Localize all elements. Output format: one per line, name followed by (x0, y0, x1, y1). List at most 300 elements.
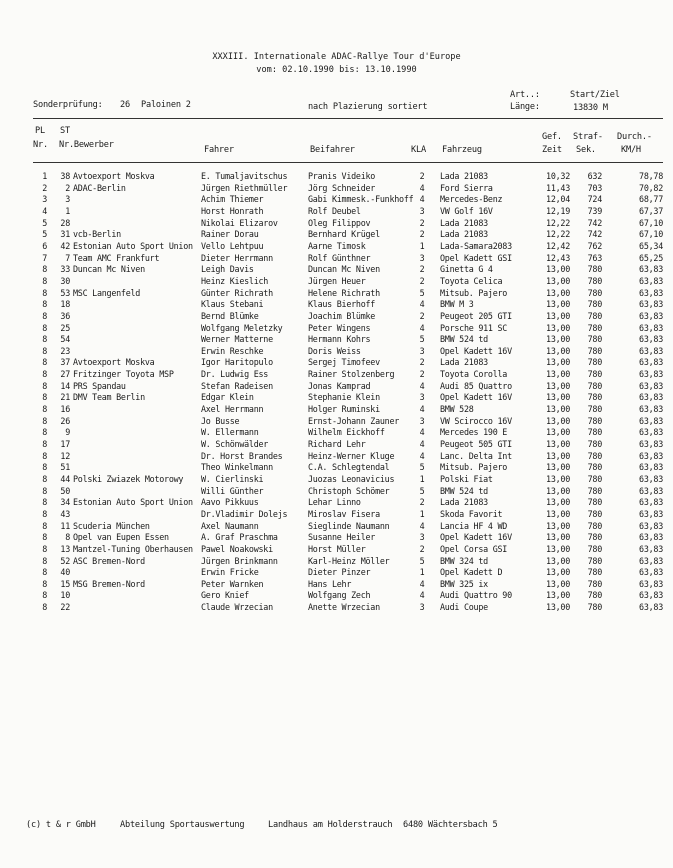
cell-place: 8 (42, 369, 47, 380)
cell-start-number: 15 (60, 578, 70, 589)
cell-place: 8 (42, 590, 47, 601)
cell-co-driver: Sergej Timofeev (308, 357, 380, 368)
cell-place: 8 (42, 485, 47, 496)
table-row (0, 509, 673, 520)
cell-penalty-seconds: 780 (587, 264, 602, 275)
cell-start-number: 36 (60, 310, 70, 321)
cell-time: 13,00 (546, 520, 570, 531)
cell-start-number: 34 (60, 497, 70, 508)
table-row (0, 299, 673, 310)
cell-driver: Horst Honrath (201, 205, 264, 216)
cell-penalty-seconds: 780 (587, 322, 602, 333)
cell-start-number: 44 (60, 473, 70, 484)
cell-place: 8 (42, 299, 47, 310)
cell-average-speed: 63,83 (639, 427, 663, 438)
cell-entrant: Opel van Eupen Essen (73, 532, 169, 543)
cell-vehicle: Lada 21083 (440, 357, 488, 368)
cell-class: 2 (419, 543, 425, 554)
cell-penalty-seconds: 742 (587, 217, 602, 228)
table-row (0, 567, 673, 578)
cell-time: 13,00 (546, 427, 570, 438)
cell-average-speed: 65,25 (639, 252, 663, 263)
cell-entrant: Duncan Mc Niven (73, 264, 145, 275)
cell-start-number: 7 (65, 252, 70, 263)
cell-place: 8 (42, 532, 47, 543)
cell-time: 13,00 (546, 532, 570, 543)
cell-co-driver: Doris Weiss (308, 345, 361, 356)
cell-driver: Vello Lehtpuu (201, 240, 264, 251)
cell-class: 2 (419, 275, 425, 286)
cell-start-number: 12 (60, 450, 70, 461)
cell-average-speed: 63,83 (639, 275, 663, 286)
cell-driver: W. Ellermann (201, 427, 259, 438)
table-row (0, 381, 673, 392)
cell-driver: W. Cierlinski (201, 473, 264, 484)
cell-penalty-seconds: 780 (587, 380, 602, 391)
cell-co-driver: Bernhard Krügel (308, 229, 380, 240)
cell-entrant: ASC Bremen-Nord (73, 555, 145, 566)
cell-time: 13,00 (546, 485, 570, 496)
col-bewerber: Nr.Bewerber (59, 140, 114, 150)
cell-average-speed: 63,83 (639, 590, 663, 601)
cell-co-driver: Joachim Blümke (308, 310, 376, 321)
cell-class: 5 (419, 485, 425, 496)
cell-start-number: 25 (60, 322, 70, 333)
cell-penalty-seconds: 780 (587, 462, 602, 473)
table-row (0, 206, 673, 217)
cell-penalty-seconds: 780 (587, 567, 602, 578)
cell-average-speed: 63,83 (639, 532, 663, 543)
cell-time: 13,00 (546, 380, 570, 391)
cell-co-driver: Holger Ruminski (308, 404, 380, 414)
cell-average-speed: 67,10 (639, 229, 663, 240)
cell-co-driver: Dieter Pinzer (308, 567, 371, 578)
footer-city: 6480 Wächtersbach 5 (403, 820, 498, 830)
cell-entrant: Fritzinger Toyota MSP (73, 369, 174, 380)
cell-start-number: 21 (60, 392, 70, 403)
table-row (0, 171, 673, 182)
cell-entrant: Polski Zwiazek Motorowy (73, 473, 184, 484)
cell-class: 1 (419, 473, 425, 484)
cell-driver: Jo Busse (201, 415, 240, 426)
cell-average-speed: 63,83 (639, 567, 663, 578)
cell-driver: Gero Knief (201, 590, 249, 601)
cell-driver: Aavo Pikkuus (201, 497, 259, 508)
table-row (0, 183, 673, 194)
cell-place: 8 (42, 578, 47, 589)
cell-average-speed: 63,83 (639, 299, 663, 310)
cell-start-number: 13 (60, 543, 70, 554)
col-fahrer: Fahrer (204, 145, 234, 155)
table-row (0, 288, 673, 299)
cell-place: 8 (42, 275, 47, 286)
cell-average-speed: 68,77 (639, 194, 663, 205)
cell-co-driver: Klaus Bierhoff (308, 299, 376, 310)
cell-start-number: 18 (60, 299, 70, 310)
art-value: Start/Ziel (570, 90, 620, 100)
cell-penalty-seconds: 780 (587, 578, 602, 589)
cell-penalty-seconds: 780 (587, 543, 602, 554)
cell-start-number: 42 (60, 240, 70, 251)
cell-vehicle: Audi Coupe (440, 602, 488, 612)
event-title: XXXIII. Internationale ADAC-Rallye Tour d'Europe (212, 52, 461, 62)
cell-vehicle: Lada 21083 (440, 171, 488, 181)
cell-time: 13,00 (546, 578, 570, 589)
cell-time: 13,00 (546, 345, 570, 356)
table-row (0, 357, 673, 368)
cell-time: 13,00 (546, 473, 570, 484)
cell-place: 8 (42, 404, 47, 414)
cell-vehicle: Opel Kadett 16V (440, 532, 512, 543)
cell-penalty-seconds: 780 (587, 299, 602, 310)
cell-co-driver: Duncan Mc Niven (308, 264, 380, 275)
cell-time: 13,00 (546, 404, 570, 414)
cell-start-number: 1 (65, 205, 70, 216)
cell-average-speed: 63,83 (639, 578, 663, 589)
cell-vehicle: Audi Quattro 90 (440, 590, 512, 601)
cell-co-driver: Helene Richrath (308, 287, 380, 298)
cell-place: 8 (42, 392, 47, 403)
cell-penalty-seconds: 632 (587, 171, 602, 181)
cell-average-speed: 63,83 (639, 345, 663, 356)
cell-time: 13,00 (546, 508, 570, 519)
cell-driver: Erwin Reschke (201, 345, 264, 356)
cell-co-driver: Pranis Videiko (308, 171, 376, 181)
table-row (0, 404, 673, 415)
cell-average-speed: 63,83 (639, 287, 663, 298)
cell-class: 4 (419, 590, 425, 601)
cell-class: 4 (419, 182, 425, 193)
col-zeit-1: Gef. (542, 132, 562, 142)
cell-vehicle: Mercedes-Benz (440, 194, 503, 205)
cell-vehicle: VW Scirocco 16V (440, 415, 512, 426)
cell-vehicle: BMW 325 ix (440, 578, 488, 589)
cell-co-driver: Ernst-Johann Zauner (308, 415, 400, 426)
cell-penalty-seconds: 763 (587, 252, 602, 263)
table-row (0, 474, 673, 485)
cell-class: 4 (419, 438, 425, 449)
cell-penalty-seconds: 703 (587, 182, 602, 193)
cell-penalty-seconds: 742 (587, 229, 602, 240)
cell-average-speed: 63,83 (639, 264, 663, 275)
event-dates: vom: 02.10.1990 bis: 13.10.1990 (256, 65, 417, 75)
cell-penalty-seconds: 780 (587, 532, 602, 543)
cell-time: 12,22 (546, 229, 570, 240)
cell-vehicle: BMW 528 (440, 404, 474, 414)
cell-driver: Theo Winkelmann (201, 462, 273, 473)
cell-place: 5 (42, 229, 47, 240)
cell-co-driver: Jonas Kamprad (308, 380, 371, 391)
cell-driver: A. Graf Praschma (201, 532, 278, 543)
cell-driver: Wolfgang Meletzky (201, 322, 283, 333)
cell-driver: W. Schönwälder (201, 438, 269, 449)
cell-penalty-seconds: 780 (587, 415, 602, 426)
cell-entrant: Estonian Auto Sport Union (73, 497, 193, 508)
table-row (0, 311, 673, 322)
table-row (0, 462, 673, 473)
table-row (0, 334, 673, 345)
cell-penalty-seconds: 780 (587, 427, 602, 438)
cell-driver: Erwin Fricke (201, 567, 259, 578)
cell-time: 13,00 (546, 543, 570, 554)
cell-time: 13,00 (546, 462, 570, 473)
cell-penalty-seconds: 780 (587, 438, 602, 449)
cell-vehicle: Lada-Samara2083 (440, 240, 512, 251)
cell-place: 6 (42, 240, 47, 251)
cell-class: 1 (419, 240, 425, 251)
cell-vehicle: Lancia HF 4 WD (440, 520, 508, 531)
cell-co-driver: Gabi Kimmesk.-Funkhoff (308, 194, 414, 205)
length-value: 13830 M (573, 103, 608, 113)
cell-start-number: 40 (60, 567, 70, 578)
cell-class: 4 (419, 404, 425, 414)
cell-time: 13,00 (546, 450, 570, 461)
cell-entrant: Avtoexport Moskva (73, 357, 155, 368)
cell-start-number: 50 (60, 485, 70, 496)
cell-penalty-seconds: 780 (587, 602, 602, 612)
cell-vehicle: Polski Fiat (440, 473, 493, 484)
cell-vehicle: Opel Kadett 16V (440, 392, 512, 403)
cell-class: 5 (419, 555, 425, 566)
table-row (0, 253, 673, 264)
cell-place: 8 (42, 473, 47, 484)
cell-co-driver: Hans Lehr (308, 578, 352, 589)
cell-driver: Axel Herrmann (201, 404, 264, 414)
cell-vehicle: Ford Sierra (440, 182, 493, 193)
cell-driver: Stefan Radeisen (201, 380, 273, 391)
cell-class: 2 (419, 369, 425, 380)
cell-driver: Jürgen Brinkmann (201, 555, 278, 566)
cell-class: 2 (419, 217, 425, 228)
cell-place: 8 (42, 415, 47, 426)
cell-time: 13,00 (546, 438, 570, 449)
cell-time: 13,00 (546, 357, 570, 368)
cell-class: 4 (419, 520, 425, 531)
cell-class: 4 (419, 578, 425, 589)
cell-class: 2 (419, 229, 425, 240)
table-row (0, 602, 673, 613)
cell-driver: Nikolai Elizarov (201, 217, 278, 228)
cell-driver: Igor Haritopulo (201, 357, 273, 368)
cell-start-number: 38 (60, 171, 70, 181)
cell-average-speed: 63,83 (639, 334, 663, 345)
cell-class: 2 (419, 171, 425, 181)
cell-co-driver: Richard Lehr (308, 438, 366, 449)
cell-start-number: 10 (60, 590, 70, 601)
cell-vehicle: BMW M 3 (440, 299, 474, 310)
cell-time: 13,00 (546, 310, 570, 321)
cell-time: 12,22 (546, 217, 570, 228)
cell-vehicle: BMW 524 td (440, 485, 488, 496)
cell-vehicle: BMW 524 td (440, 334, 488, 345)
header-rule-top (33, 118, 663, 119)
cell-penalty-seconds: 780 (587, 497, 602, 508)
table-row (0, 544, 673, 555)
footer-address: Landhaus am Holderstrauch (268, 820, 393, 830)
cell-class: 3 (419, 532, 425, 543)
cell-place: 8 (42, 334, 47, 345)
table-row (0, 427, 673, 438)
cell-start-number: 16 (60, 404, 70, 414)
cell-penalty-seconds: 780 (587, 450, 602, 461)
cell-average-speed: 63,83 (639, 380, 663, 391)
cell-penalty-seconds: 739 (587, 205, 602, 216)
cell-time: 13,00 (546, 275, 570, 286)
col-kmh-2: KM/H (621, 145, 641, 155)
cell-driver: Axel Naumann (201, 520, 259, 531)
header-rule-bottom (33, 162, 663, 163)
cell-class: 4 (419, 194, 425, 205)
cell-co-driver: Heinz-Werner Kluge (308, 450, 395, 461)
col-beifahrer: Beifahrer (310, 145, 355, 155)
cell-class: 3 (419, 602, 425, 612)
table-row (0, 497, 673, 508)
cell-place: 8 (42, 438, 47, 449)
cell-penalty-seconds: 762 (587, 240, 602, 251)
cell-start-number: 17 (60, 438, 70, 449)
cell-place: 8 (42, 520, 47, 531)
cell-class: 5 (419, 462, 425, 473)
cell-average-speed: 63,83 (639, 415, 663, 426)
cell-average-speed: 63,83 (639, 392, 663, 403)
cell-penalty-seconds: 780 (587, 473, 602, 484)
cell-place: 8 (42, 264, 47, 275)
table-row (0, 229, 673, 240)
cell-start-number: 30 (60, 275, 70, 286)
cell-time: 13,00 (546, 299, 570, 310)
cell-co-driver: Anette Wrzecian (308, 602, 380, 612)
cell-time: 13,00 (546, 322, 570, 333)
special-stage-number: 26 (120, 100, 130, 110)
cell-co-driver: C.A. Schlegtendal (308, 462, 390, 473)
cell-co-driver: Stephanie Klein (308, 392, 380, 403)
table-row (0, 241, 673, 252)
cell-driver: Dieter Herrmann (201, 252, 273, 263)
cell-start-number: 53 (60, 287, 70, 298)
cell-average-speed: 70,82 (639, 182, 663, 193)
cell-driver: Edgar Klein (201, 392, 254, 403)
cell-place: 8 (42, 567, 47, 578)
cell-co-driver: Karl-Heinz Möller (308, 555, 390, 566)
cell-class: 3 (419, 252, 425, 263)
cell-time: 13,00 (546, 602, 570, 612)
cell-average-speed: 63,83 (639, 555, 663, 566)
cell-average-speed: 63,83 (639, 497, 663, 508)
cell-time: 13,00 (546, 369, 570, 380)
cell-co-driver: Susanne Heiler (308, 532, 376, 543)
cell-penalty-seconds: 780 (587, 275, 602, 286)
cell-co-driver: Aarne Timosk (308, 240, 366, 251)
cell-driver: Günter Richrath (201, 287, 273, 298)
table-row (0, 276, 673, 287)
cell-time: 12,42 (546, 240, 570, 251)
cell-driver: Dr. Ludwig Ess (201, 369, 269, 380)
cell-class: 5 (419, 334, 425, 345)
cell-place: 4 (42, 205, 47, 216)
cell-start-number: 28 (60, 217, 70, 228)
cell-co-driver: Rolf Deubel (308, 205, 361, 216)
cell-place: 8 (42, 462, 47, 473)
footer-copyright: (c) t & r GmbH (26, 820, 96, 830)
cell-co-driver: Sieglinde Naumann (308, 520, 390, 531)
table-row (0, 451, 673, 462)
cell-average-speed: 63,83 (639, 357, 663, 368)
cell-vehicle: Opel Kadett GSI (440, 252, 512, 263)
cell-average-speed: 78,78 (639, 171, 663, 181)
cell-vehicle: Toyota Celica (440, 275, 503, 286)
cell-vehicle: Lanc. Delta Int (440, 450, 512, 461)
cell-class: 2 (419, 497, 425, 508)
cell-entrant: MSG Bremen-Nord (73, 578, 145, 589)
cell-place: 5 (42, 217, 47, 228)
cell-average-speed: 63,83 (639, 450, 663, 461)
cell-average-speed: 63,83 (639, 543, 663, 554)
cell-vehicle: Lada 21083 (440, 217, 488, 228)
cell-class: 3 (419, 392, 425, 403)
cell-driver: Bernd Blümke (201, 310, 259, 321)
cell-penalty-seconds: 780 (587, 590, 602, 601)
cell-penalty-seconds: 780 (587, 520, 602, 531)
cell-place: 7 (42, 252, 47, 263)
cell-time: 12,19 (546, 205, 570, 216)
cell-class: 4 (419, 322, 425, 333)
cell-driver: Klaus Stebani (201, 299, 264, 310)
cell-class: 3 (419, 415, 425, 426)
col-sek-1: Straf- (573, 132, 603, 142)
cell-entrant: PRS Spandau (73, 380, 126, 391)
table-row (0, 416, 673, 427)
cell-penalty-seconds: 780 (587, 287, 602, 298)
cell-driver: Dr. Horst Brandes (201, 450, 283, 461)
cell-entrant: vcb-Berlin (73, 229, 121, 240)
cell-co-driver: Wilhelm Eickhoff (308, 427, 385, 438)
cell-vehicle: Peugeot 205 GTI (440, 310, 512, 321)
cell-co-driver: Oleg Filippov (308, 217, 371, 228)
cell-co-driver: Jürgen Heuer (308, 275, 366, 286)
cell-driver: Willi Günther (201, 485, 264, 496)
cell-time: 13,00 (546, 567, 570, 578)
table-row (0, 439, 673, 450)
cell-vehicle: Toyota Corolla (440, 369, 508, 380)
cell-time: 13,00 (546, 264, 570, 275)
cell-average-speed: 63,83 (639, 369, 663, 380)
cell-penalty-seconds: 780 (587, 334, 602, 345)
cell-average-speed: 65,34 (639, 240, 663, 251)
cell-average-speed: 63,83 (639, 438, 663, 449)
cell-average-speed: 63,83 (639, 473, 663, 484)
table-row (0, 369, 673, 380)
col-sek-2: Sek. (576, 145, 596, 155)
col-kmh-1: Durch.- (617, 132, 652, 142)
special-stage-label: Sonderprüfung: (33, 100, 103, 110)
cell-start-number: 26 (60, 415, 70, 426)
cell-penalty-seconds: 780 (587, 345, 602, 356)
table-row (0, 579, 673, 590)
cell-time: 13,00 (546, 555, 570, 566)
cell-co-driver: Rainer Stolzenberg (308, 369, 395, 380)
cell-average-speed: 63,83 (639, 462, 663, 473)
cell-time: 12,04 (546, 194, 570, 205)
table-row (0, 590, 673, 601)
cell-start-number: 3 (65, 194, 70, 205)
col-st: ST (60, 126, 70, 136)
cell-place: 8 (42, 497, 47, 508)
cell-place: 8 (42, 345, 47, 356)
cell-start-number: 9 (65, 427, 70, 438)
cell-class: 4 (419, 427, 425, 438)
cell-place: 1 (42, 171, 47, 181)
cell-place: 8 (42, 508, 47, 519)
